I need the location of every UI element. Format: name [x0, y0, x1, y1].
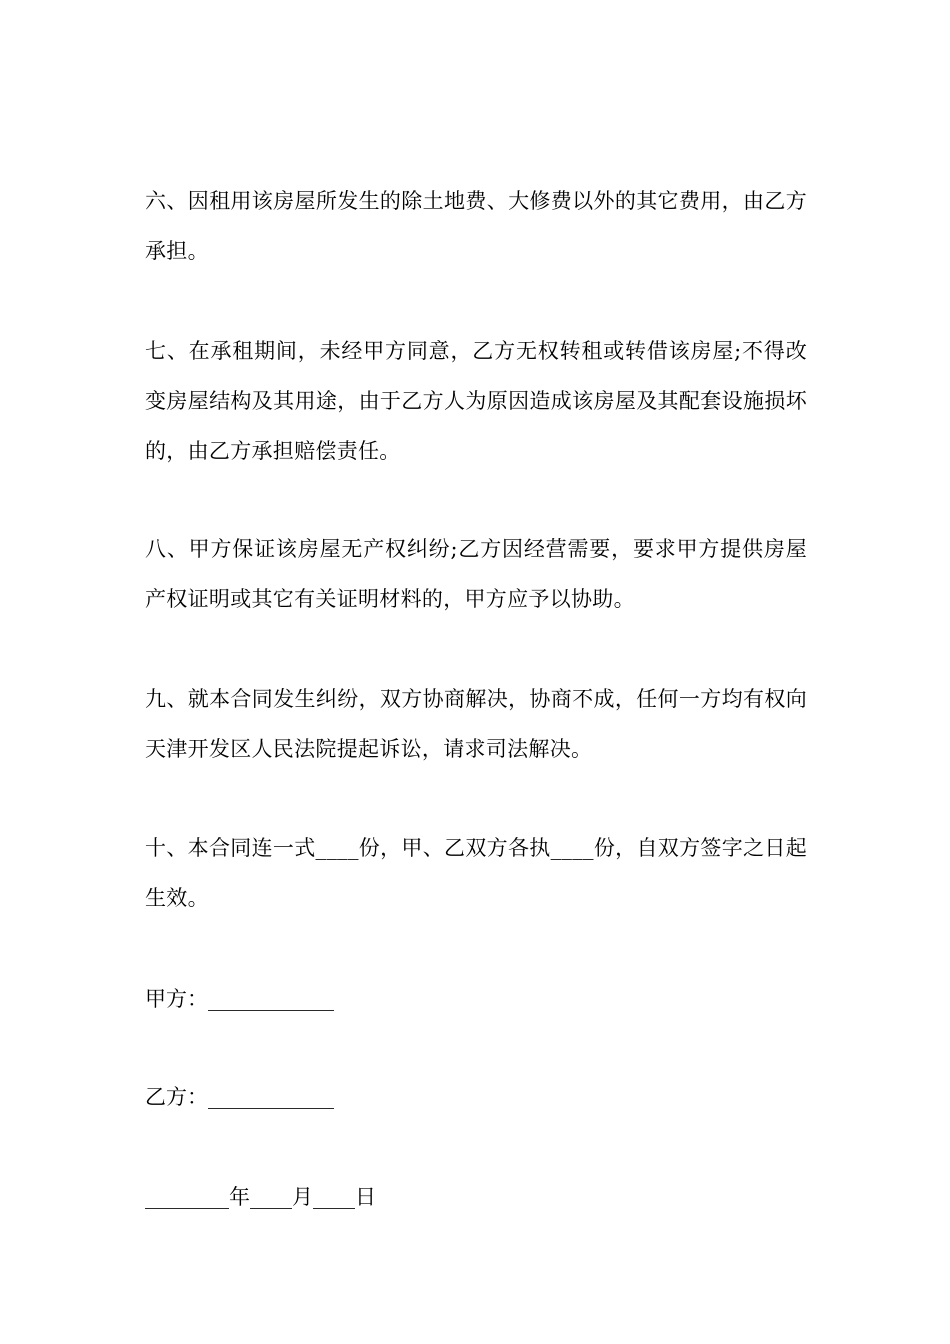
clause-10: 十、本合同连一式____份，甲、乙双方各执____份，自双方签字之日起生效。 [145, 836, 807, 910]
clause-7: 七、在承租期间，未经甲方同意，乙方无权转租或转借该房屋;不得改变房屋结构及其用途，由于乙方人为原因造成该房屋及其配套设施损坏的，由乙方承担赔偿责任。 [145, 339, 807, 463]
date-line: ________年____月____日 [145, 1185, 376, 1209]
clause-6: 六、因租用该房屋所发生的除土地费、大修费以外的其它费用，由乙方承担。 [145, 189, 807, 263]
party-b-signature-line: 乙方：____________ [145, 1085, 334, 1109]
party-a-signature-line: 甲方：____________ [145, 987, 334, 1011]
clause-8: 八、甲方保证该房屋无产权纠纷;乙方因经营需要，要求甲方提供房屋产权证明或其它有关证明材料的，甲方应予以协助。 [145, 537, 807, 611]
clause-9: 九、就本合同发生纠纷，双方协商解决，协商不成，任何一方均有权向天津开发区人民法院提起诉讼，请求司法解决。 [145, 687, 807, 761]
